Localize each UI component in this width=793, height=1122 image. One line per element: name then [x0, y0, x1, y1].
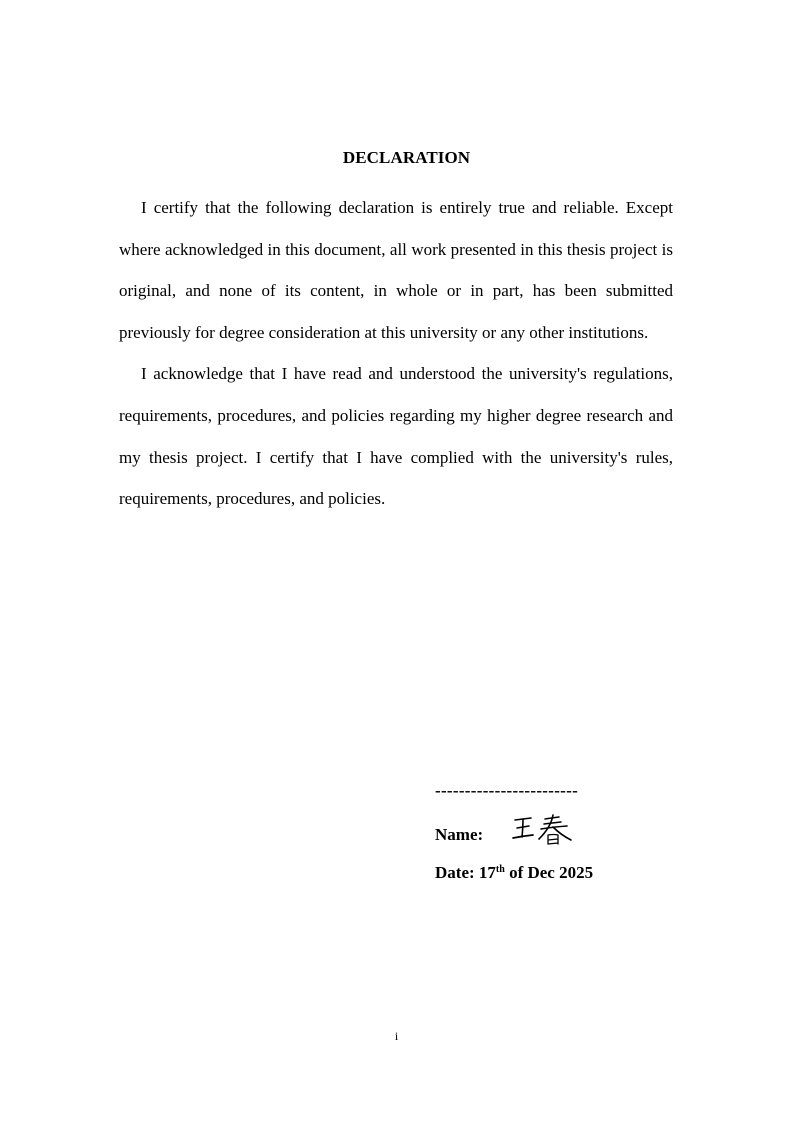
page-title: DECLARATION	[342, 148, 471, 167]
date-row	[435, 862, 593, 884]
date-value: of Dec 2025	[504, 863, 594, 882]
name-label: Name:	[435, 825, 484, 844]
declaration-paragraph-1: I certify that the following declaration is entirely true and reliable. Except where acknowledged in this document, all work presented in this thesis project is original, and none of its content, in whole or in part, has been submitted previously for degree consideration at this university or any other institutions.	[119, 198, 673, 342]
signature-block	[435, 780, 593, 884]
date-ordinal-suffix: th	[495, 864, 505, 875]
declaration-body	[119, 187, 673, 520]
handwritten-signature	[511, 813, 575, 847]
name-row	[435, 820, 593, 850]
declaration-paragraph-2: I acknowledge that I have read and understood the university's regulations, requirements, procedures, and policies regarding my higher degree research and my thesis project. I certify that I have complied with the university's rules, requirements, procedures, and policies.	[119, 364, 673, 509]
signature-line: ------------------------	[435, 781, 579, 800]
date-label: Date: 17	[435, 863, 496, 882]
page-number: i	[394, 1029, 399, 1043]
